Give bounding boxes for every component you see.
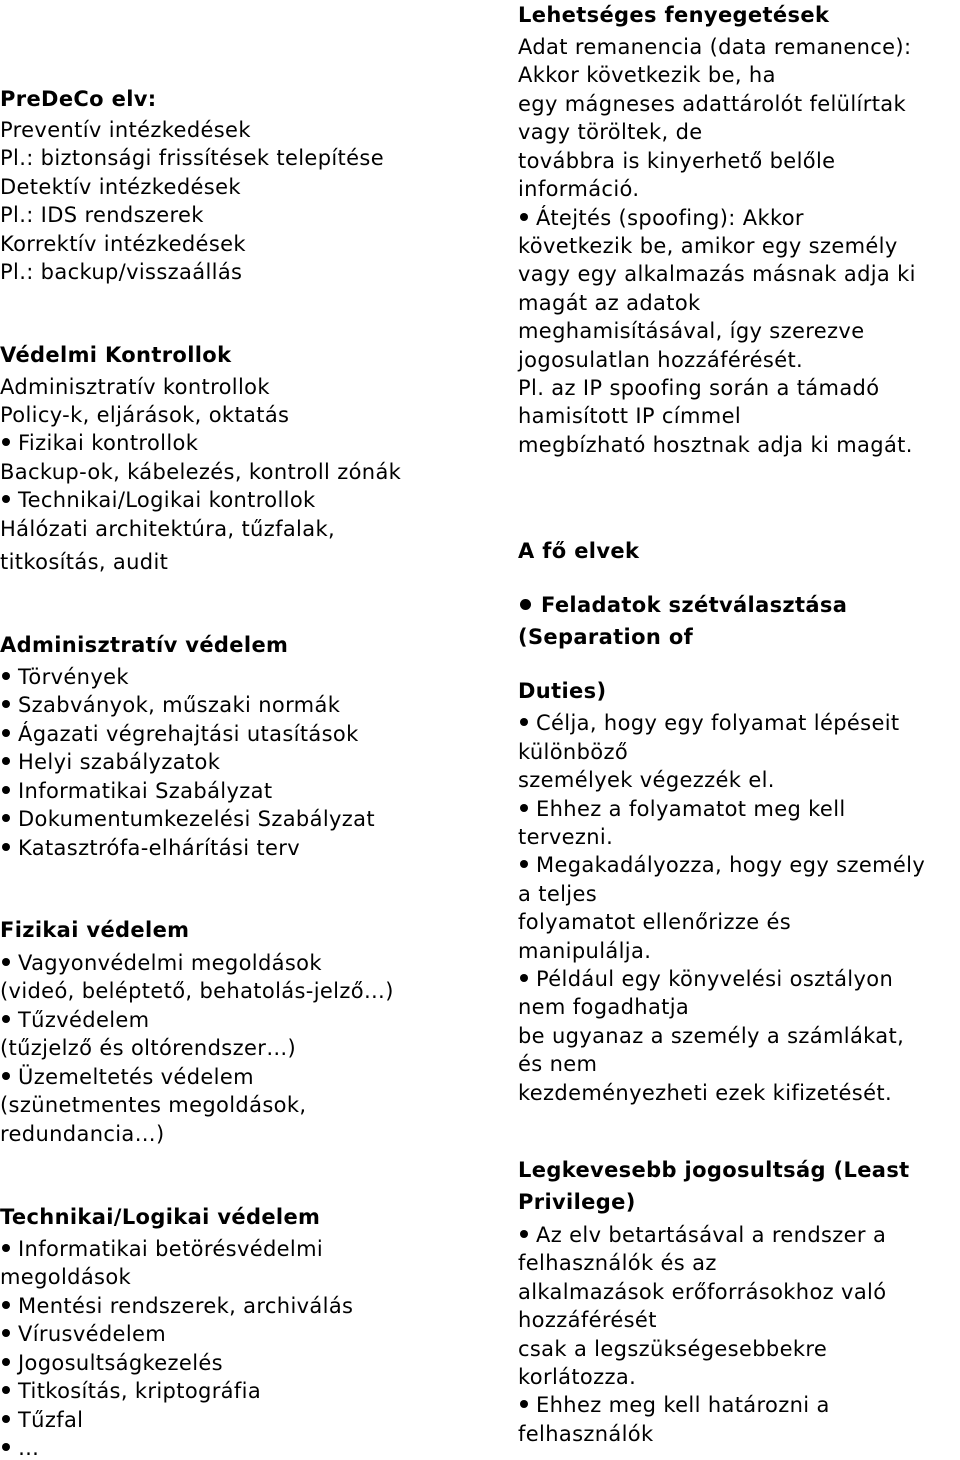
text-line: egy mágneses adattárolót felülírtak <box>518 92 907 116</box>
bullet-icon <box>2 1301 10 1309</box>
bullet-icon <box>2 1386 10 1394</box>
bullet-icon <box>520 1400 528 1408</box>
text-line: csak a legszükségesebbekre <box>518 1337 828 1361</box>
text-line: a teljes <box>518 882 598 906</box>
list-item: Mentési rendszerek, archiválás <box>0 1296 353 1317</box>
bullet-icon <box>2 786 10 794</box>
text-line: nem fogadhatja <box>518 995 690 1019</box>
bullet-icon <box>2 700 10 708</box>
text-line: folyamatot ellenőrizze és <box>518 910 792 934</box>
text-line: és nem <box>518 1052 598 1076</box>
fizikai-vedelem-title: Fizikai védelem <box>0 918 190 942</box>
predeco-title: PreDeCo elv: <box>0 87 157 111</box>
text-line: továbbra is kinyerhető belőle <box>518 149 836 173</box>
list-item: Vírusvédelem <box>0 1324 166 1345</box>
bullet-icon <box>2 843 10 851</box>
vedelmi-bullet-line: Fizikai kontrollok <box>0 433 198 454</box>
bullet-icon <box>2 1329 10 1337</box>
list-item: Megakadályozza, hogy egy személy <box>518 855 925 876</box>
separation-title-line: (Separation of <box>518 625 694 649</box>
technikai-vedelem-title: Technikai/Logikai védelem <box>0 1205 321 1229</box>
vedelmi-line: titkosítás, audit <box>0 550 169 574</box>
bullet-icon <box>2 1443 10 1451</box>
text-line: információ. <box>518 177 640 201</box>
bullet-icon <box>520 804 528 812</box>
bullet-icon <box>2 672 10 680</box>
list-item-continuation: redundancia…) <box>0 1122 165 1146</box>
list-item: Ehhez meg kell határozni a <box>518 1395 830 1416</box>
text-line: meghamisításával, így szerezve <box>518 319 865 343</box>
list-item: Az elv betartásával a rendszer a <box>518 1225 886 1246</box>
bullet-icon <box>2 729 10 737</box>
list-item-continuation: megoldások <box>0 1265 132 1289</box>
text-line: vagy töröltek, de <box>518 120 703 144</box>
text-line: be ugyanaz a személy a számlákat, <box>518 1024 905 1048</box>
fenyegetesek-title: Lehetséges fenyegetések <box>518 3 830 27</box>
least-privilege-title: Legkevesebb jogosultság (Least <box>518 1158 910 1182</box>
list-item: Például egy könyvelési osztályon <box>518 969 893 990</box>
bullet-icon <box>2 958 10 966</box>
bullet-icon <box>520 718 528 726</box>
list-item: Ágazati végrehajtási utasítások <box>0 724 359 745</box>
list-item: Vagyonvédelmi megoldások <box>0 953 322 974</box>
predeco-line: Pl.: biztonsági frissítések telepítése <box>0 146 384 170</box>
list-item: Szabványok, műszaki normák <box>0 695 340 716</box>
text-line: hamisított IP címmel <box>518 404 742 428</box>
text-line: korlátozza. <box>518 1365 637 1389</box>
list-item: Üzemeltetés védelem <box>0 1067 254 1088</box>
list-item: Törvények <box>0 667 129 688</box>
list-item: Informatikai Szabályzat <box>0 781 272 802</box>
predeco-line: Pl.: backup/visszaállás <box>0 260 243 284</box>
predeco-line: Korrektív intézkedések <box>0 232 246 256</box>
bullet-icon <box>2 495 10 503</box>
text-line: Akkor következik be, ha <box>518 63 776 87</box>
list-item: Tűzvédelem <box>0 1010 149 1031</box>
fo-elvek-title: A fő elvek <box>518 539 640 563</box>
bullet-icon <box>2 1015 10 1023</box>
bullet-icon <box>520 213 528 221</box>
predeco-line: Pl.: IDS rendszerek <box>0 203 204 227</box>
list-item-continuation: (szünetmentes megoldások, <box>0 1093 307 1117</box>
vedelmi-line: Backup-ok, kábelezés, kontroll zónák <box>0 460 402 484</box>
bullet-icon <box>520 599 531 610</box>
text-line: alkalmazások erőforrásokhoz való <box>518 1280 887 1304</box>
text-line: Adat remanencia (data remanence): <box>518 35 912 59</box>
list-item: Informatikai betörésvédelmi <box>0 1239 323 1260</box>
text-line: manipulálja. <box>518 939 652 963</box>
bullet-icon <box>2 1358 10 1366</box>
vedelmi-kontrollok-title: Védelmi Kontrollok <box>0 343 232 367</box>
bullet-icon <box>2 1244 10 1252</box>
admin-vedelem-title: Adminisztratív védelem <box>0 633 289 657</box>
text-line: tervezni. <box>518 825 614 849</box>
text-line: személyek végezzék el. <box>518 768 775 792</box>
text-line: hozzáférését <box>518 1308 657 1332</box>
predeco-line: Preventív intézkedések <box>0 118 251 142</box>
text-line: felhasználók <box>518 1422 654 1446</box>
predeco-line: Detektív intézkedések <box>0 175 241 199</box>
text-line: kezdeményezheti ezek kifizetését. <box>518 1081 892 1105</box>
vedelmi-line: Policy-k, eljárások, oktatás <box>0 403 290 427</box>
separation-title-line: Duties) <box>518 679 607 703</box>
bullet-icon <box>520 1230 528 1238</box>
bullet-icon <box>2 438 10 446</box>
bullet-icon <box>520 860 528 868</box>
list-item: Jogosultságkezelés <box>0 1353 223 1374</box>
bullet-icon <box>2 1415 10 1423</box>
text-line: magát az adatok <box>518 291 701 315</box>
text-line: következik be, amikor egy személy <box>518 234 898 258</box>
list-item-continuation: (videó, beléptető, behatolás-jelző…) <box>0 979 394 1003</box>
list-item: Katasztrófa-elhárítási terv <box>0 838 300 859</box>
list-item: … <box>0 1438 39 1459</box>
text-line: megbízható hosztnak adja ki magát. <box>518 433 913 457</box>
list-item: Átejtés (spoofing): Akkor <box>518 208 804 229</box>
bullet-icon <box>2 757 10 765</box>
bullet-icon <box>2 814 10 822</box>
text-line: felhasználók és az <box>518 1251 717 1275</box>
vedelmi-bullet-line: Technikai/Logikai kontrollok <box>0 490 316 511</box>
vedelmi-line: Adminisztratív kontrollok <box>0 375 270 399</box>
bullet-icon <box>2 1072 10 1080</box>
list-item: Titkosítás, kriptográfia <box>0 1381 261 1402</box>
bullet-icon <box>520 974 528 982</box>
separation-title: Feladatok szétválasztása <box>518 595 847 616</box>
list-item: Ehhez a folyamatot meg kell <box>518 799 846 820</box>
vedelmi-line: Hálózati architektúra, tűzfalak, <box>0 517 335 541</box>
text-line: Pl. az IP spoofing során a támadó <box>518 376 880 400</box>
list-item: Dokumentumkezelési Szabályzat <box>0 809 375 830</box>
least-privilege-title-line: Privilege) <box>518 1190 636 1214</box>
text-line: vagy egy alkalmazás másnak adja ki <box>518 262 916 286</box>
text-line: különböző <box>518 740 629 764</box>
list-item-continuation: (tűzjelző és oltórendszer…) <box>0 1036 297 1060</box>
list-item: Célja, hogy egy folyamat lépéseit <box>518 713 900 734</box>
text-line: jogosulatlan hozzáférését. <box>518 348 804 372</box>
list-item: Tűzfal <box>0 1410 83 1431</box>
list-item: Helyi szabályzatok <box>0 752 220 773</box>
